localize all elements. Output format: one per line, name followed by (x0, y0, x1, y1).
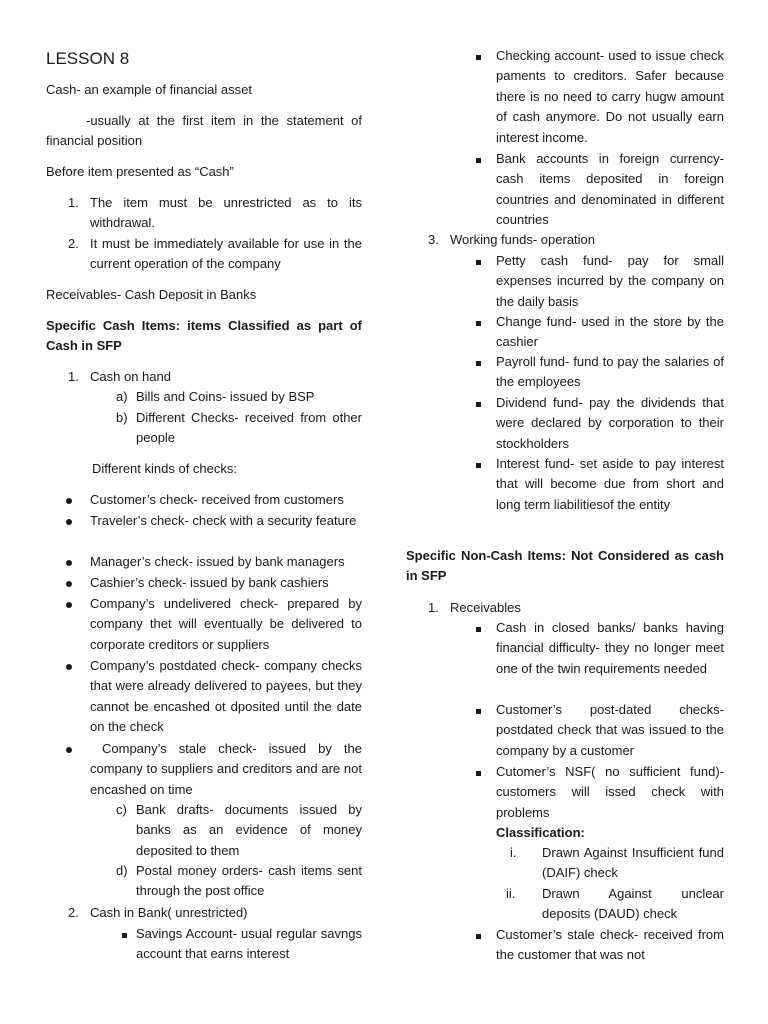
bullet-icon (66, 552, 72, 572)
square-bullet-icon (476, 454, 481, 474)
company-postdated-check: Company’s postdated check- company checks that were already delivered to payees, but they cannot be encashed ot dposited until the date on the check (90, 658, 362, 735)
classification-label: Classification: (496, 825, 585, 840)
square-bullet-icon (476, 149, 481, 169)
change-fund: Change fund- used in the store by the cashier (496, 314, 724, 350)
daif-check: Drawn Against Insufficient fund (DAIF) check (542, 845, 724, 881)
bullet-icon (66, 594, 72, 614)
customers-check: Customer’s check- received from customers (90, 492, 344, 507)
list-marker: i. (510, 845, 517, 860)
foreign-currency-accounts: Bank accounts in foreign currency- cash items deposited in foreign countries and denominated in different countries (496, 151, 724, 228)
cash-definition: Cash- an example of financial asset (46, 82, 252, 97)
list-marker: d) (116, 863, 128, 878)
square-bullet-icon (476, 251, 481, 271)
savings-account: Savings Account- usual regular savngs account that earns interest (136, 926, 362, 962)
managers-check: Manager’s check- issued by bank managers (90, 554, 345, 569)
cash-position-note: -usually at the first item in the statement of financial position (46, 113, 362, 149)
list-marker: a) (116, 389, 128, 404)
payroll-fund: Payroll fund- fund to pay the salaries of the employees (496, 354, 724, 390)
square-bullet-icon (476, 700, 481, 720)
customer-stale-check: Customer’s stale check- received from the customer that was not (496, 927, 724, 963)
undelivered-check: Company’s undelivered check- prepared by company thet will eventually be delivered to corporate creditors or suppliers (90, 596, 362, 652)
square-bullet-icon (476, 352, 481, 372)
list-marker: 2. (68, 905, 79, 920)
closed-banks: Cash in closed banks/ banks having financial difficulty- they no longer meet one of the twin requirements needed (496, 620, 724, 676)
non-cash-heading: Specific Non-Cash Items: Not Considered as cash in SFP (406, 548, 724, 584)
kinds-of-checks-heading: Different kinds of checks: (92, 461, 237, 476)
list-marker: 2. (68, 236, 79, 251)
before-cash-heading: Before item presented as “Cash” (46, 164, 234, 179)
specific-cash-heading: Specific Cash Items: items Classified as part of Cash in SFP (46, 318, 362, 354)
list-marker: 1. (68, 195, 79, 210)
bills-and-coins: Bills and Coins- issued by BSP (136, 389, 315, 404)
list-marker: ii. (506, 886, 516, 901)
cash-in-bank: Cash in Bank( unrestricted) (90, 905, 248, 920)
condition-unrestricted: The item must be unrestricted as to its withdrawal. (90, 195, 362, 231)
lesson-title: LESSON 8 (46, 49, 130, 68)
bullet-icon (66, 739, 72, 759)
daud-check: Drawn Against unclear deposits (DAUD) check (542, 886, 724, 922)
square-bullet-icon (122, 924, 127, 944)
bank-drafts: Bank drafts- documents issued by banks as an evidence of money deposited to them (136, 802, 362, 858)
different-checks: Different Checks- received from other people (136, 410, 362, 446)
list-marker: 3. (428, 232, 439, 247)
receivables: Receivables (450, 600, 521, 615)
customer-nsf: Cutomer’s NSF( no sufficient fund)- customers will issed check with problems (496, 764, 724, 820)
customer-postdated-checks: Customer’s post-dated checks- postdated check that was issued to the company by a customer (496, 702, 724, 758)
travelers-check: Traveler’s check- check with a security feature (90, 513, 357, 528)
working-funds: Working funds- operation (450, 232, 596, 247)
square-bullet-icon (476, 46, 481, 66)
dividend-fund: Dividend fund- pay the dividends that were declared by corporation to their stockholders (496, 395, 724, 451)
square-bullet-icon (476, 393, 481, 413)
square-bullet-icon (476, 762, 481, 782)
interest-fund: Interest fund- set aside to pay interest that will become due from short and long term liabilitiesof the entity (496, 456, 724, 512)
checking-account: Checking account- used to issue check paments to creditors. Safer because there is no need to carry hugw amount of cash anymore. Do not usually earn interest income. (496, 48, 724, 145)
company-stale-check: Company’s stale check- issued by the company to suppliers and creditors and are not encashed on time (90, 741, 362, 797)
bullet-icon (66, 490, 72, 510)
bullet-icon (66, 511, 72, 531)
list-marker: b) (116, 410, 128, 425)
bullet-icon (66, 573, 72, 593)
square-bullet-icon (476, 925, 481, 945)
cash-on-hand: Cash on hand (90, 369, 171, 384)
bullet-icon (66, 656, 72, 676)
petty-cash-fund: Petty cash fund- pay for small expenses incurred by the company on the daily basis (496, 253, 724, 309)
receivables-line: Receivables- Cash Deposit in Banks (46, 287, 257, 302)
square-bullet-icon (476, 618, 481, 638)
postal-money-orders: Postal money orders- cash items sent through the post office (136, 863, 362, 899)
square-bullet-icon (476, 312, 481, 332)
condition-available: It must be immediately available for use in the current operation of the company (90, 236, 362, 272)
cashiers-check: Cashier’s check- issued by bank cashiers (90, 575, 329, 590)
list-marker: c) (116, 802, 127, 817)
list-marker: 1. (428, 600, 439, 615)
list-marker: 1. (68, 369, 79, 384)
